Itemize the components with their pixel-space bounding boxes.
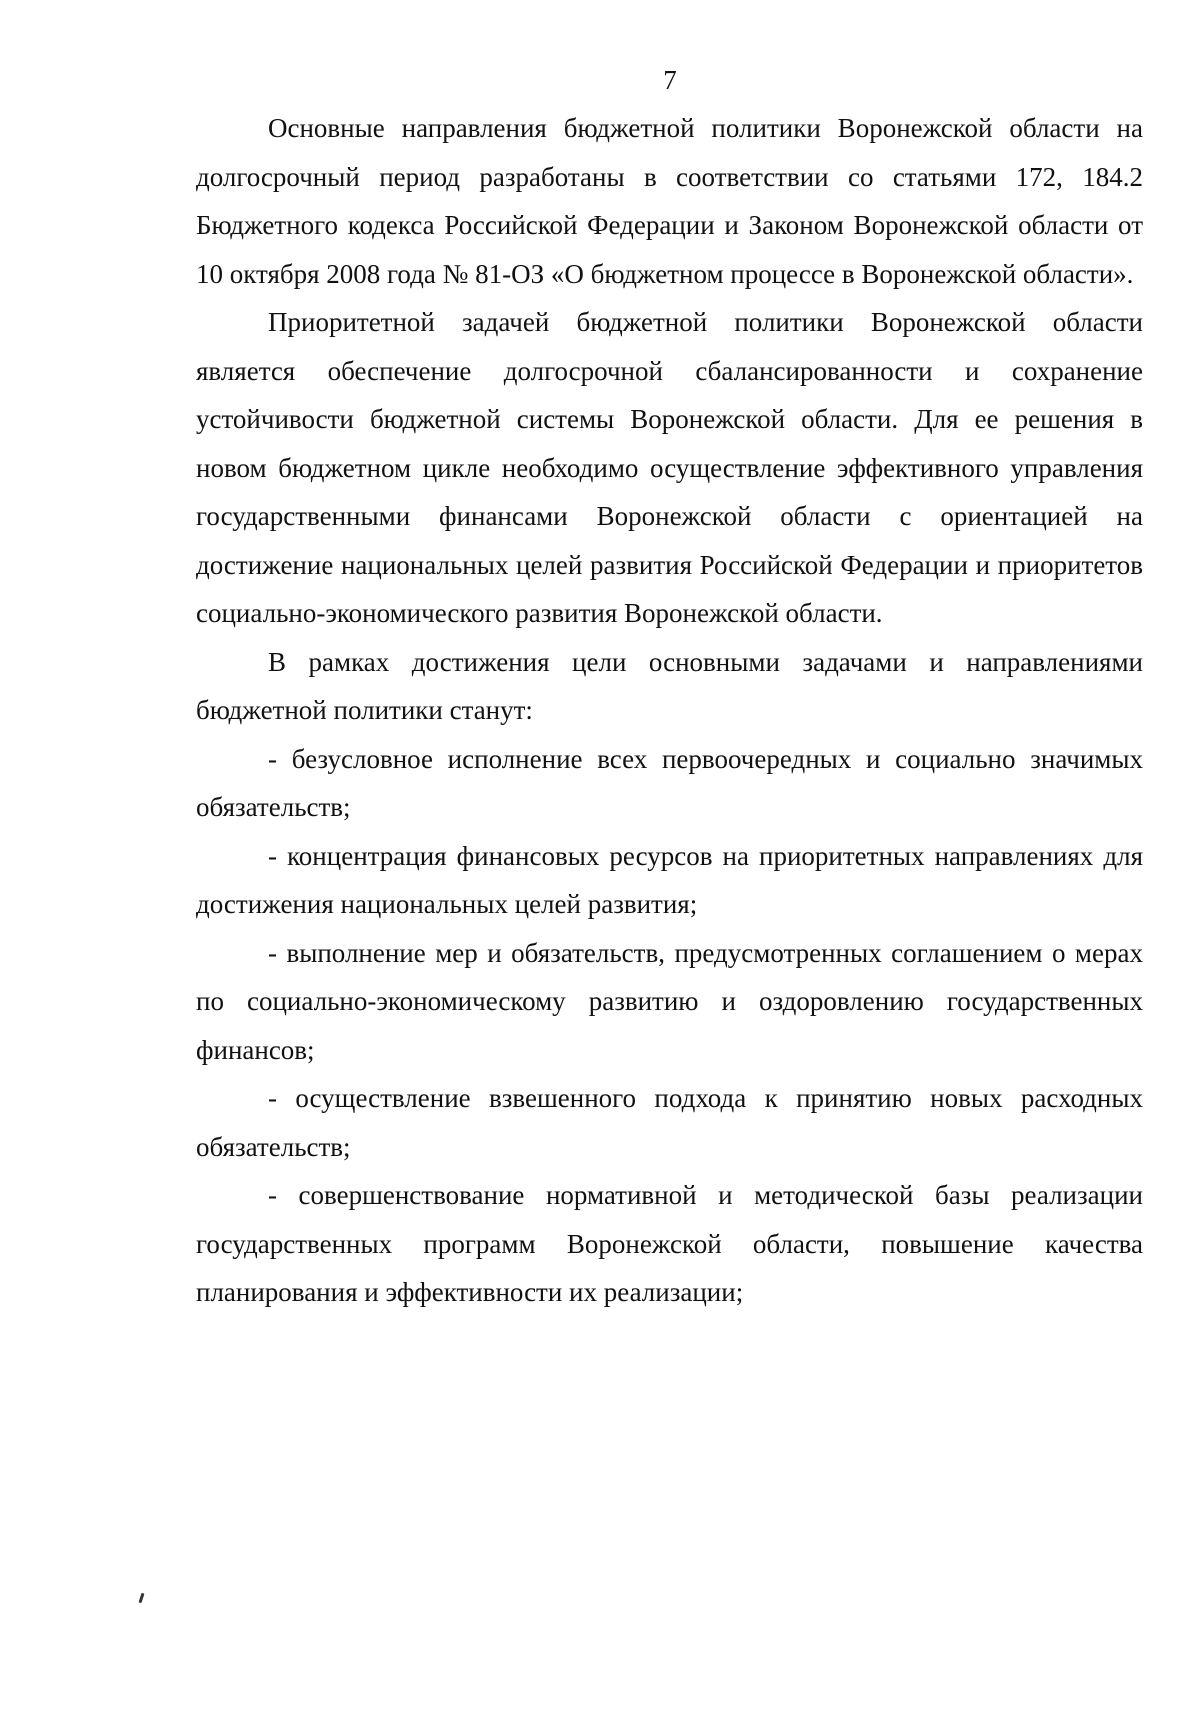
paragraph-budget-policy-basis: Основные направления бюджетной политики Воронежской области на долгосрочный период разработаны в соответствии со статьями 172, 184.2 Бюджетного кодекса Российской Федерации и Законом Воронежской области от 10 октября 2008 года № 81-ОЗ «О бюджетном процессе в Воронежской области». [196,113,1143,289]
list-item-state-programs: - совершенствование нормативной и методической базы реализации государственных программ Воронежской области, повышение качества планирования и эффективности их реализации; [196,1180,1143,1307]
page-number: 7 [663,65,677,95]
scan-artifact-mark [139,1593,145,1603]
paragraph-goals-intro: В рамках достижения цели основными задачами и направлениями бюджетной политики станут: [196,646,1143,725]
document-body [196,104,1143,1317]
list-item-obligations: - безусловное исполнение всех первоочередных и социально значимых обязательств; [196,743,1143,822]
list-item-agreement-measures: - выполнение мер и обязательств, предусмотренных соглашением о мерах по социально-экономическому развитию и оздоровлению государственных финансов; [196,937,1143,1065]
paragraph-priority-task: Приоритетной задачей бюджетной политики Воронежской области является обеспечение долгосрочной сбалансированности и сохранение устойчивости бюджетной системы Воронежской области. Для ее решения в новом бюджетном цикле необходимо осуществление эффективного управления государственными финансами Воронежской области с ориентацией на достижение национальных целей развития Российской Федерации и приоритетов социально-экономического развития Воронежской области. [196,307,1143,628]
list-item-resource-concentration: - концентрация финансовых ресурсов на приоритетных направлениях для достижения национальных целей развития; [196,840,1143,919]
list-item-new-obligations: - осуществление взвешенного подхода к принятию новых расходных обязательств; [196,1083,1143,1162]
